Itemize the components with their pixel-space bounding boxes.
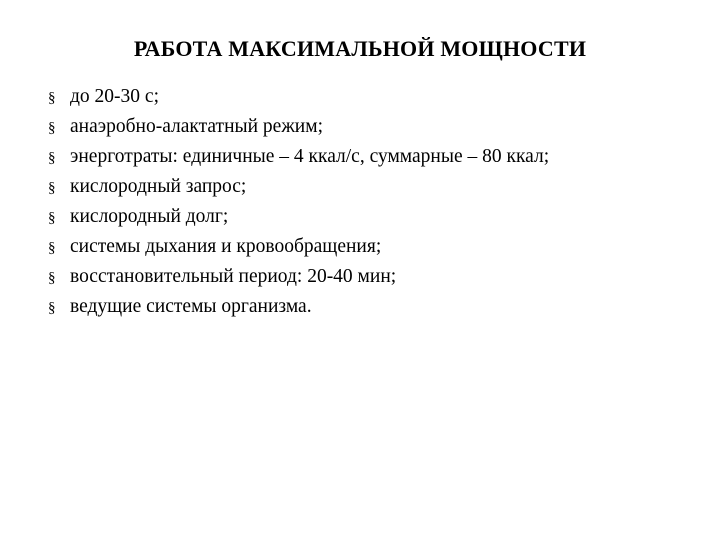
list-item-text: восстановительный период: 20-40 мин; bbox=[70, 266, 397, 287]
list-item-text: кислородный запрос; bbox=[70, 176, 247, 197]
list-item-text: кислородный долг; bbox=[70, 206, 229, 227]
list-item-text: энерготраты: единичные – 4 ккал/с, суммарные – 80 ккал; bbox=[70, 146, 550, 167]
list-item bbox=[48, 112, 708, 142]
bullet-marker-icon: § bbox=[48, 300, 56, 316]
bullet-marker-icon: § bbox=[48, 270, 56, 286]
bullet-marker-icon: § bbox=[48, 180, 56, 196]
bullet-marker-icon: § bbox=[48, 90, 56, 106]
list-item bbox=[48, 262, 708, 292]
list-item-text: анаэробно-алактатный режим; bbox=[70, 116, 323, 137]
bullet-marker-icon: § bbox=[48, 240, 56, 256]
bullet-list bbox=[48, 82, 708, 322]
list-item-text: ведущие системы организма. bbox=[70, 296, 312, 317]
slide-title: РАБОТА МАКСИМАЛЬНОЙ МОЩНОСТИ bbox=[133, 36, 587, 61]
list-item bbox=[48, 292, 708, 322]
list-item-text: до 20-30 с; bbox=[70, 86, 159, 107]
list-item bbox=[48, 142, 708, 172]
bullet-marker-icon: § bbox=[48, 120, 56, 136]
list-item bbox=[48, 172, 708, 202]
list-item-text: системы дыхания и кровообращения; bbox=[70, 236, 382, 257]
bullet-marker-icon: § bbox=[48, 150, 56, 166]
list-item bbox=[48, 232, 708, 262]
list-item bbox=[48, 202, 708, 232]
bullet-marker-icon: § bbox=[48, 210, 56, 226]
list-item bbox=[48, 82, 708, 112]
